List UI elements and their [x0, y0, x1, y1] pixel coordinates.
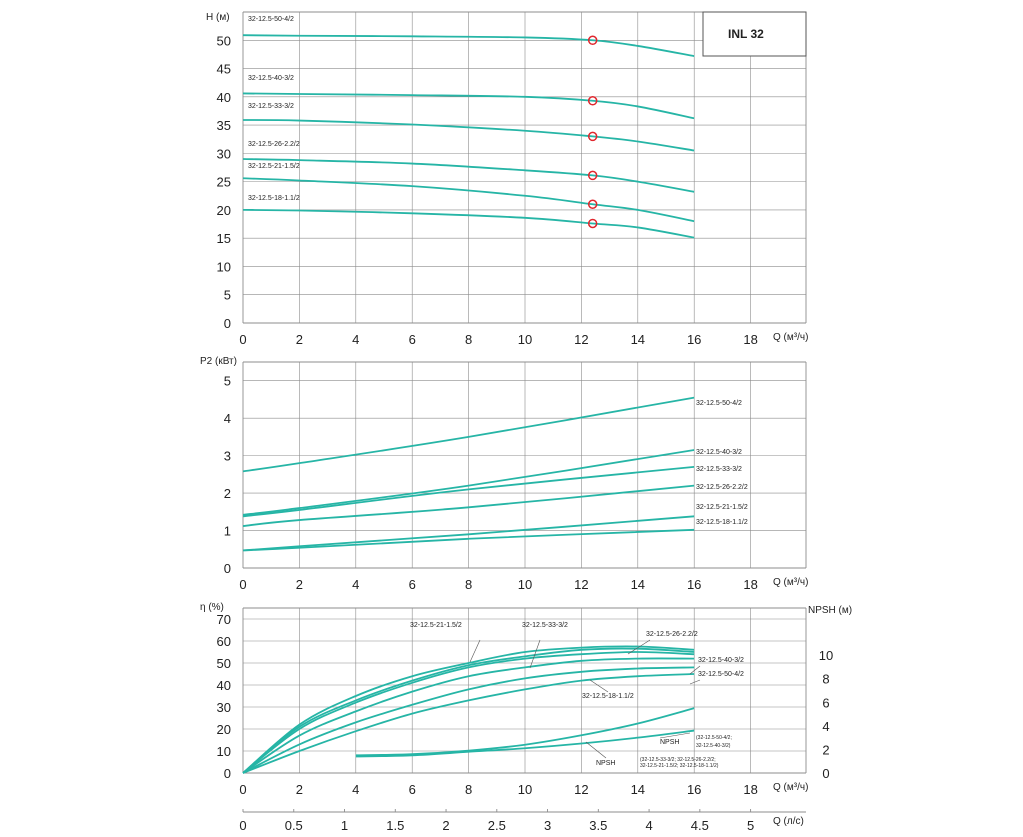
power-x-tick-label: 10	[517, 577, 533, 592]
head-y-tick-label: 5	[223, 287, 231, 303]
efficiency-x-tick-label: 8	[464, 782, 473, 797]
power-y-tick-label: 1	[223, 523, 231, 539]
head-y-tick-label: 0	[223, 316, 231, 331]
efficiency-y-tick-label: 20	[216, 722, 231, 737]
efficiency-curve-label: 32-12.5-26-2.2/2	[646, 631, 698, 638]
power-chart-panel	[223, 362, 809, 592]
efficiency-x-tick-label: 12	[574, 782, 589, 797]
efficiency-x2-tick-label: 0	[239, 818, 247, 833]
efficiency-x2-axis-label: Q (л/с)	[773, 816, 804, 827]
efficiency-y-axis-label: η (%)	[200, 602, 224, 613]
efficiency-x-axis-label: Q (м³/ч)	[773, 782, 809, 793]
head-x-axis-label: Q (м³/ч)	[773, 332, 809, 343]
efficiency-y-tick-label: 10	[216, 744, 231, 759]
head-x-tick-label: 18	[743, 332, 758, 347]
power-curve-label: 32-12.5-21-1.5/2	[696, 504, 748, 511]
power-curve-label: 32-12.5-18-1.1/2	[696, 519, 748, 526]
npsh-group-label: 32-12.5-40-3/2)	[696, 743, 731, 749]
npsh-y-axis-label: NPSH (м)	[808, 605, 853, 616]
legend-box	[703, 12, 806, 56]
efficiency-y-tick-label: 40	[216, 678, 231, 693]
label-leader-line	[586, 742, 606, 758]
power-x-axis-label: Q (м³/ч)	[773, 577, 809, 588]
head-curve-label: 32-12.5-21-1.5/2	[248, 163, 300, 170]
head-y-tick-label: 50	[216, 33, 231, 49]
power-x-tick-label: 4	[352, 577, 360, 592]
efficiency-chart-panel	[217, 608, 834, 833]
power-y-tick-label: 0	[223, 561, 231, 576]
head-y-tick-label: 40	[216, 89, 231, 105]
power-y-tick-label: 3	[223, 448, 231, 464]
efficiency-y-tick-label: 0	[223, 766, 231, 781]
head-curve-label: 32-12.5-40-3/2	[248, 75, 294, 82]
npsh-y-tick-label: 0	[822, 766, 830, 781]
head-chart-panel	[216, 12, 809, 347]
head-y-tick-label: 20	[216, 202, 231, 218]
efficiency-x-tick-label: 2	[295, 782, 304, 797]
efficiency-x2-tick-label: 0.5	[284, 818, 303, 833]
efficiency-y-tick-label: 60	[216, 634, 231, 649]
efficiency-x-tick-label: 10	[517, 782, 533, 797]
power-curve-label: 32-12.5-50-4/2	[696, 400, 742, 407]
npsh-curve-label: NPSH	[596, 760, 616, 767]
efficiency-x2-tick-label: 5	[746, 818, 755, 833]
head-x-tick-label: 14	[630, 332, 646, 347]
head-x-tick-label: 8	[464, 332, 473, 347]
efficiency-x2-tick-label: 1	[340, 818, 349, 833]
power-y-tick-label: 5	[223, 373, 231, 389]
efficiency-x-tick-label: 18	[743, 782, 758, 797]
head-x-tick-label: 2	[295, 332, 304, 347]
head-curve-label: 32-12.5-26-2.2/2	[248, 141, 300, 148]
efficiency-y-tick-label: 50	[216, 656, 231, 671]
efficiency-x-tick-label: 14	[630, 782, 646, 797]
power-y-axis-label: P2 (кВт)	[200, 356, 237, 367]
label-leader-line	[590, 680, 608, 692]
npsh-y-tick-label: 2	[822, 742, 830, 758]
power-curve-label: 32-12.5-33-3/2	[696, 466, 742, 473]
efficiency-x2-tick-label: 1.5	[386, 818, 405, 833]
power-x-tick-label: 6	[408, 577, 416, 592]
efficiency-x2-tick-label: 2	[442, 818, 450, 833]
power-y-tick-label: 4	[223, 411, 231, 427]
efficiency-curve-label: 32-12.5-50-4/2	[698, 671, 744, 678]
efficiency-x2-tick-label: 3.5	[589, 818, 608, 833]
efficiency-x2-tick-label: 2.5	[487, 818, 506, 833]
efficiency-x-tick-label: 6	[408, 782, 416, 797]
head-curve-label: 32-12.5-33-3/2	[248, 103, 294, 110]
head-y-tick-label: 35	[216, 118, 231, 134]
efficiency-x-tick-label: 0	[239, 782, 247, 797]
npsh-y-tick-label: 8	[822, 671, 830, 687]
head-x-tick-label: 0	[239, 332, 247, 347]
power-x-tick-label: 18	[743, 577, 758, 592]
efficiency-y-tick-label: 70	[216, 612, 231, 627]
head-y-tick-label: 30	[216, 146, 231, 162]
power-x-tick-label: 2	[295, 577, 304, 592]
efficiency-y-tick-label: 30	[216, 700, 231, 715]
head-y-tick-label: 25	[216, 174, 231, 190]
power-x-tick-label: 16	[686, 577, 702, 592]
head-x-tick-label: 12	[574, 332, 589, 347]
efficiency-curve-label: 32-12.5-33-3/2	[522, 622, 568, 629]
npsh-curve-label: NPSH	[660, 739, 680, 746]
npsh-group-label: 32-12.5-21-1.5/2; 32-12.5-18-1.1/2)	[640, 763, 719, 769]
npsh-y-tick-label: 4	[822, 718, 830, 734]
power-x-tick-label: 14	[630, 577, 646, 592]
head-x-tick-label: 4	[352, 332, 360, 347]
efficiency-x2-tick-label: 4	[645, 818, 653, 833]
npsh-group-label: (32-12.5-50-4/2;	[696, 735, 732, 741]
power-y-tick-label: 2	[223, 486, 231, 502]
head-y-tick-label: 45	[216, 61, 231, 77]
head-curve-label: 32-12.5-18-1.1/2	[248, 195, 300, 202]
head-x-tick-label: 10	[517, 332, 533, 347]
power-x-tick-label: 12	[574, 577, 589, 592]
power-x-tick-label: 8	[464, 577, 473, 592]
efficiency-curve-label: 32-12.5-18-1.1/2	[582, 693, 634, 700]
head-curve-label: 32-12.5-50-4/2	[248, 16, 294, 23]
efficiency-x2-tick-label: 4.5	[690, 818, 709, 833]
power-x-tick-label: 0	[239, 577, 247, 592]
efficiency-curve-label: 32-12.5-21-1.5/2	[410, 622, 462, 629]
head-y-tick-label: 15	[216, 231, 231, 247]
head-y-axis-label: H (м)	[206, 12, 230, 23]
npsh-y-tick-label: 10	[818, 648, 834, 664]
head-y-tick-label: 10	[216, 259, 231, 275]
npsh-group-label: (32-12.5-33-3/2; 32-12.5-26-2.2/2;	[640, 757, 716, 763]
power-curve-label: 32-12.5-26-2.2/2	[696, 484, 748, 491]
efficiency-x-tick-label: 16	[686, 782, 702, 797]
npsh-y-tick-label: 6	[822, 695, 830, 711]
head-x-tick-label: 16	[686, 332, 702, 347]
efficiency-x2-tick-label: 3	[543, 818, 552, 833]
label-leader-line	[470, 640, 480, 662]
legend-title: INL 32	[728, 27, 764, 41]
head-x-tick-label: 6	[408, 332, 416, 347]
label-leader-line	[690, 680, 700, 684]
efficiency-x-tick-label: 4	[352, 782, 360, 797]
power-curve-label: 32-12.5-40-3/2	[696, 449, 742, 456]
efficiency-curve-label: 32-12.5-40-3/2	[698, 657, 744, 664]
